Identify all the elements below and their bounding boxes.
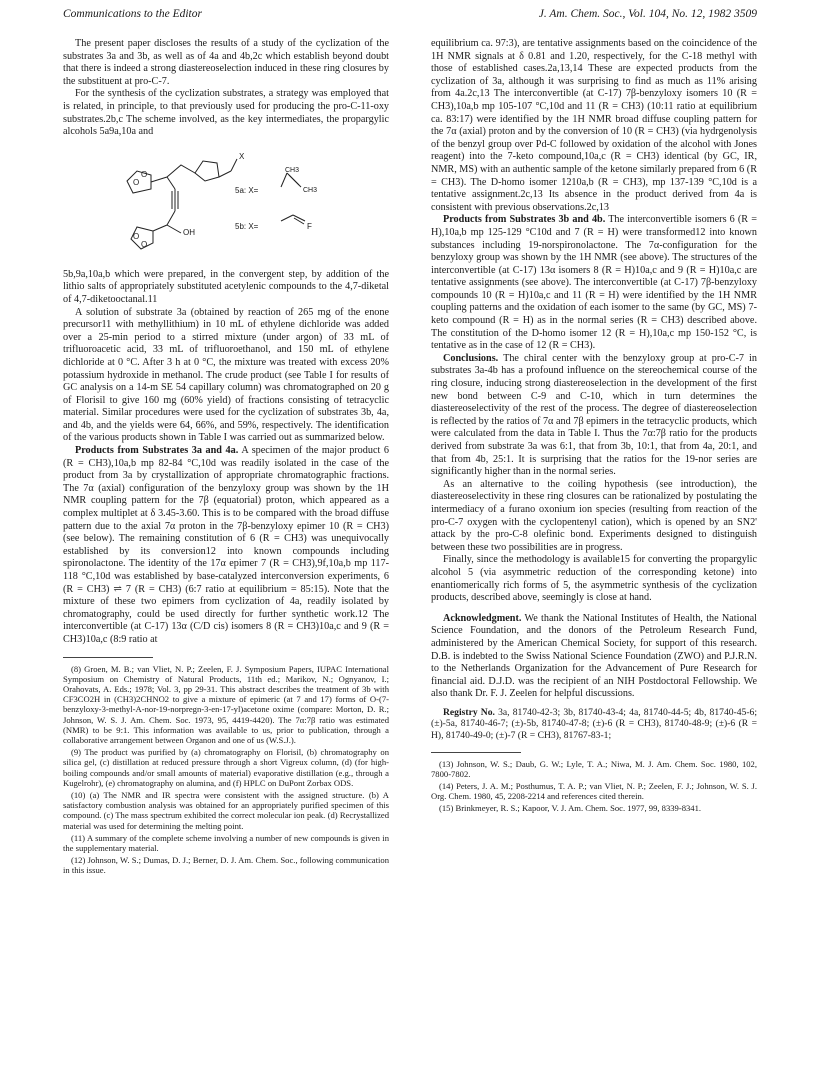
scheme-ch3-side: CH3 <box>303 186 318 194</box>
left-column <box>63 38 389 878</box>
products-3b-4b-text: The interconvertible isomers 6 (R = H),10a,b mp 125-129 °C10d and 7 (R = H) were transformed12 into known substances including 19-norspironolactone. The 7α-configuration for the benzyloxy group was shown by the 1H NMR (see above). The structures of the interconvertible (at C-17) 13α isomers 8 (R = H)10a,c and 9 (R = H)10a,c are tentative assignments (see above). The interconvertible (at C-17) 7β-benzyloxy compounds 10 (R = H)10a,c and 11 (R = H) were identified by the 1H NMR coupling patterns and the oxidation of each isomer to the same (by GC, MS) 7-keto compound (R = H) as in the normal series (R = CH3) described above. The constitution of the D-homo isomer 12 (R = H),10a,c mp 150-152 °C, is tentative as in the case of 12 (R = CH3). <box>431 214 757 352</box>
scheme-x-label: X <box>239 151 245 161</box>
paragraph-alternative: As an alternative to the coiling hypothesis (see introduction), the diastereoselectivity in these ring closures can be rationalized by postulating the intermediacy of a furano oxonium ion species (resulting from reaction of the pro-C-7 oxygen with the cyclopentenyl cation), which is opened by an SN2' attack by the pro-C-8 olefinic bond. Experiments designed to distinguish between these two possibilities are in progress. <box>431 478 757 553</box>
heading-products-3a-4a: Products from Substrates 3a and 4a. <box>75 445 239 457</box>
scheme-5a-5b <box>63 145 389 263</box>
heading-products-3b-4b: Products from Substrates 3b and 4b. <box>443 214 606 226</box>
scheme-5a-label: 5a: X= <box>235 185 259 195</box>
heading-acknowledgment: Acknowledgment. <box>443 612 522 624</box>
footnote-14: (14) Peters, J. A. M.; Posthumus, T. A. P.; van Vliet, N. P.; Zeelen, F. J.; Johnson, W. S. J. Org. Chem. 1980, 45, 2208-2214 and references cited therein. <box>431 781 757 802</box>
scheme-oh-label: OH <box>183 227 195 237</box>
footnote-10: (10) (a) The NMR and IR spectra were consistent with the assigned structure. (b) A satisfactory combustion analysis was obtained for an appropriately purified specimen of this compound. (c) The mass spectrum exhibited the correct molecular ion peak. (d) Recrystallized material was used for determining the melting point. <box>63 790 389 831</box>
paragraph-intro: The present paper discloses the results of a study of the cyclization of the substrates 3a and 3b, as well as of 4a and 4b,2c which establish beyond doubt that there is indeed a strong diastereoselection induced in these ring closures by the substituent at pro-C-7. <box>63 38 389 87</box>
footnote-15: (15) Brinkmeyer, R. S.; Kapoor, V. J. Am. Chem. Soc. 1977, 99, 8339-8341. <box>439 803 702 814</box>
paragraph-strategy: For the synthesis of the cyclization substrates, a strategy was employed that is related, in principle, to that previously used for producing the pro-C-11-oxy substrates.2b,c The scheme involved, as the key intermediates, the propargylic alcohols 5a9a,10a and <box>63 88 389 138</box>
scheme-structure <box>123 145 343 263</box>
scheme-o-atom: O <box>141 239 148 249</box>
scheme-o-atom: O <box>133 231 140 241</box>
paragraph-products-3b-4b <box>431 214 757 353</box>
heading-registry: Registry No. <box>443 706 495 718</box>
footnote-divider <box>431 752 521 753</box>
paragraph-acknowledgment <box>431 613 757 701</box>
footnote-13: (13) Johnson, W. S.; Daub, G. W.; Lyle, T. A.; Niwa, M. J. Am. Chem. Soc. 1980, 102, 7800-7802. <box>431 758 757 779</box>
header-citation: J. Am. Chem. Soc., Vol. 104, No. 12, 1982 3509 <box>538 8 757 20</box>
scheme-f-label: F <box>307 221 312 231</box>
scheme-ch3-top: CH3 <box>285 166 300 174</box>
running-header <box>63 8 757 26</box>
right-column <box>431 38 757 816</box>
footnote-9: (9) The product was purified by (a) chromatography on Florisil, (b) chromatography on silica gel, (c) distillation at reduced pressure through a short Vigreux column, (d) (for high-boiling compounds and/or small amounts of material) evaporative distillation (e.g., through a Kugelrohr), (e) chromatography on alumina, and (f) HPLC on DuPont Zorbax ODS. <box>63 747 389 788</box>
acknowledgment-text: We thank the National Institutes of Health, the National Science Foundation, and the donors of the Petroleum Research Fund, administered by the American Chemical Society, for support of this research. D.B. is indebted to the Swiss National Science Foundation (ZWO) and P.J.R.N. to the Netherlands Organization for the Advancement of Pure Research for financial aid. D.J.D. was the recipient of an NIH Postdoctoral Fellowship. We also thank Dr. F. J. Zeelen for helpful discussions. <box>431 612 757 700</box>
scheme-5b-label: 5b: X= <box>235 221 259 231</box>
footnote-12: (12) Johnson, W. S.; Dumas, D. J.; Berner, D. J. Am. Chem. Soc., following communication in this issue. <box>63 855 389 876</box>
scheme-o-atom: O <box>141 169 148 179</box>
paragraph-products-3a-4a <box>63 445 389 647</box>
paragraph-finally: Finally, since the methodology is available15 for converting the propargylic alcohol 5 (via asymmetric reduction of the corresponding ketone) into enantiomerically rich forms of 5, the asymmetric synthesis of the cyclization products, described above, seemingly is close at hand. <box>431 554 757 604</box>
heading-conclusions: Conclusions. <box>443 352 499 364</box>
paragraph-registry <box>431 707 757 742</box>
products-3a-4a-text: A specimen of the major product 6 (R = CH3),10a,b mp 82-84 °C,10d was readily isolated in the case of the product from 3a by crystallization of appropriate chromatographic fractions. The 7α (axial) configuration of the benzyloxy group was shown by the 1H NMR coupling pattern for the 7β (equatorial) proton, which appeared as a complex multiplet at δ 3.45-3.60. This is to be compared with the broad diffuse pattern due to the axial 7α proton in the 7β-benzyloxy epimer 10 (R = CH3) (see below). The remaining constitution of 6 (R = CH3) was unequivocally established by its conversion12 into known compounds including spironolactone. The identity of the 17α epimer 7 (R = CH3),9f,10a,b mp 117-118 °C,10d was established by base-catalyzed interconversion experiments, 6 (R = CH3) ⇌ 7 (R = CH3) (6:7 ratio at equilibrium = 85:15). Note that the mixture of these two epimers from cyclization of 4a, readily isolated by chromatography, could be used directly for further synthetic work.12 The interconvertible (at C-17) 13α (C/D cis) isomers 8 (R = CH3)10a,c and 9 (R = CH3)10a,c (8:9 ratio at <box>63 445 389 645</box>
scheme-o-atom: O <box>133 177 140 187</box>
paragraph-procedure: A solution of substrate 3a (obtained by reaction of 265 mg of the enone precursor11 with methyllithium) in 10 mL of ethylene dichloride was added over a 25-min period to a stirred mixture (under argon) of 33 mL of trifluoroacetic acid, 33 mL of trifluoroethanol, and 150 mL of ethylene dichloride at 0 °C. After 3 h at 0 °C, the mixture was treated with excess 20% potassium hydroxide in methanol. The crude product (see Table I for results of GC analysis on a 14-m SE 54 capillary column) was chromatographed on 20 g of Florisil to give 160 mg (60% yield) of fractions consisting of tetracyclic material. Similar procedures were used for the cyclization of substrates 3b, 4a, and 4b, and the yields were 64, 66%, and 59%, respectively. The identification of the various products shown in Table I was carried out as summarized below. <box>63 306 389 444</box>
footnote-8: (8) Groen, M. B.; van Vliet, N. P.; Zeelen, F. J. Symposium Papers, IUPAC International Symposium on Chemistry of Natural Products, 11th ed.; Marikov, N.; Ognyanov, I.; Orahovats, A. Eds.; 1978; Vol. 3, pp 29-31. This abstract describes the treatment of 3b with CF3CO2H in (CH3)2CHNO2 to give a mixture of epimeric (at 7 and 17) forms of O-(7-benzyloxy-3-methyl-A-nor-19-norpregn-3-en-17-yl)acetone oxime (compare: Morton, D. R.; Johnson, W. S. J. Am. Chem. Soc. 1973, 95, 4419-4420). The 7α:7β ratio was estimated (NMR) to be 9:1. This information was available to us, prior to publication, through a collaborative arrangement between Organon and one of us (W.S.J.). <box>63 663 389 745</box>
footnote-divider <box>63 657 153 658</box>
registry-text: 3a, 81740-42-3; 3b, 81740-43-4; 4a, 81740-44-5; 4b, 81740-45-6; (±)-5a, 81740-46-7; (±)-5b, 81740-47-8; (±)-6 (R = CH3), 81740-48-9; (±)-6 (R = H), 81740-49-0; (±)-7 (R = CH3), 81767-83-1; <box>431 706 757 742</box>
footnote-11: (11) A summary of the complete scheme involving a number of new compounds is given in the supplementary material. <box>63 832 389 854</box>
paragraph-equilibrium: equilibrium ca. 97:3), are tentative assignments based on the coincidence of the 1H NMR signals at δ 0.81 and 1.20, respectively, for the C-18 methyl with those of established cases.2a,13,14 These are expected products from the cyclization of 3a, although it was surprising to find as much as 11% arising from 4a.2c,13 The interconvertible (at C-17) 7β-benzyloxy isomers 10 (R = CH3),10a,b mp 105-107 °C,10d and 11 (R = CH3) (10:11 ratio at equilibrium ca. 83:17) were identified by the 1H NMR broad diffuse coupling pattern for the 7α (axial) proton and by the conversion of 10 (R = CH3) (via hydrgenolysis of the benzyl group over Pd-C followed by oxidation of the alcohol with Jones reagent) into the 7-keto compound,10a,c (R = CH3) identical (by GC, IR, NMR, MS) with an authentic sample of the ketone similarly prepared from 6 (R = CH3). The D-homo isomer 1210a,b (R = CH3), mp 137-139 °C,10d is a tentative assignment.2c,13 Its absence in the product derived from 4a is consistent with previous observations.2c,13 <box>431 38 757 213</box>
header-journal-section: Communications to the Editor <box>63 8 202 20</box>
conclusions-text: The chiral center with the benzyloxy group at pro-C-7 in substrates 3a-4b has a profound influence on the stereochemical course of the ring closure, inducing strong diastereoselection in the development of the first new bond between C-9 and C-10, which in turn determines the diastereoselectivity of the rest of the process. The degree of diastereoselection is reflected by the ratios of 7α and 7β epimers in the tetracyclic products, which were calculated from the data in Table I. Thus the 7α:7β ratio for the products derived from substrate 3a was 6:1, that from 3b, 10:1, that from 4a, 20:1, and that from 4b, 25:1. It is surprising that the ratios for the 19-nor series are significantly higher than in the normal series. <box>431 352 757 478</box>
paragraph-conclusions <box>431 353 757 479</box>
paragraph-5b: 5b,9a,10a,b which were prepared, in the convergent step, by addition of the lithio salts of appropriately substituted acetylenic compounds to the 4,7-diketal of 4,7-diketooctanal.11 <box>63 268 389 305</box>
